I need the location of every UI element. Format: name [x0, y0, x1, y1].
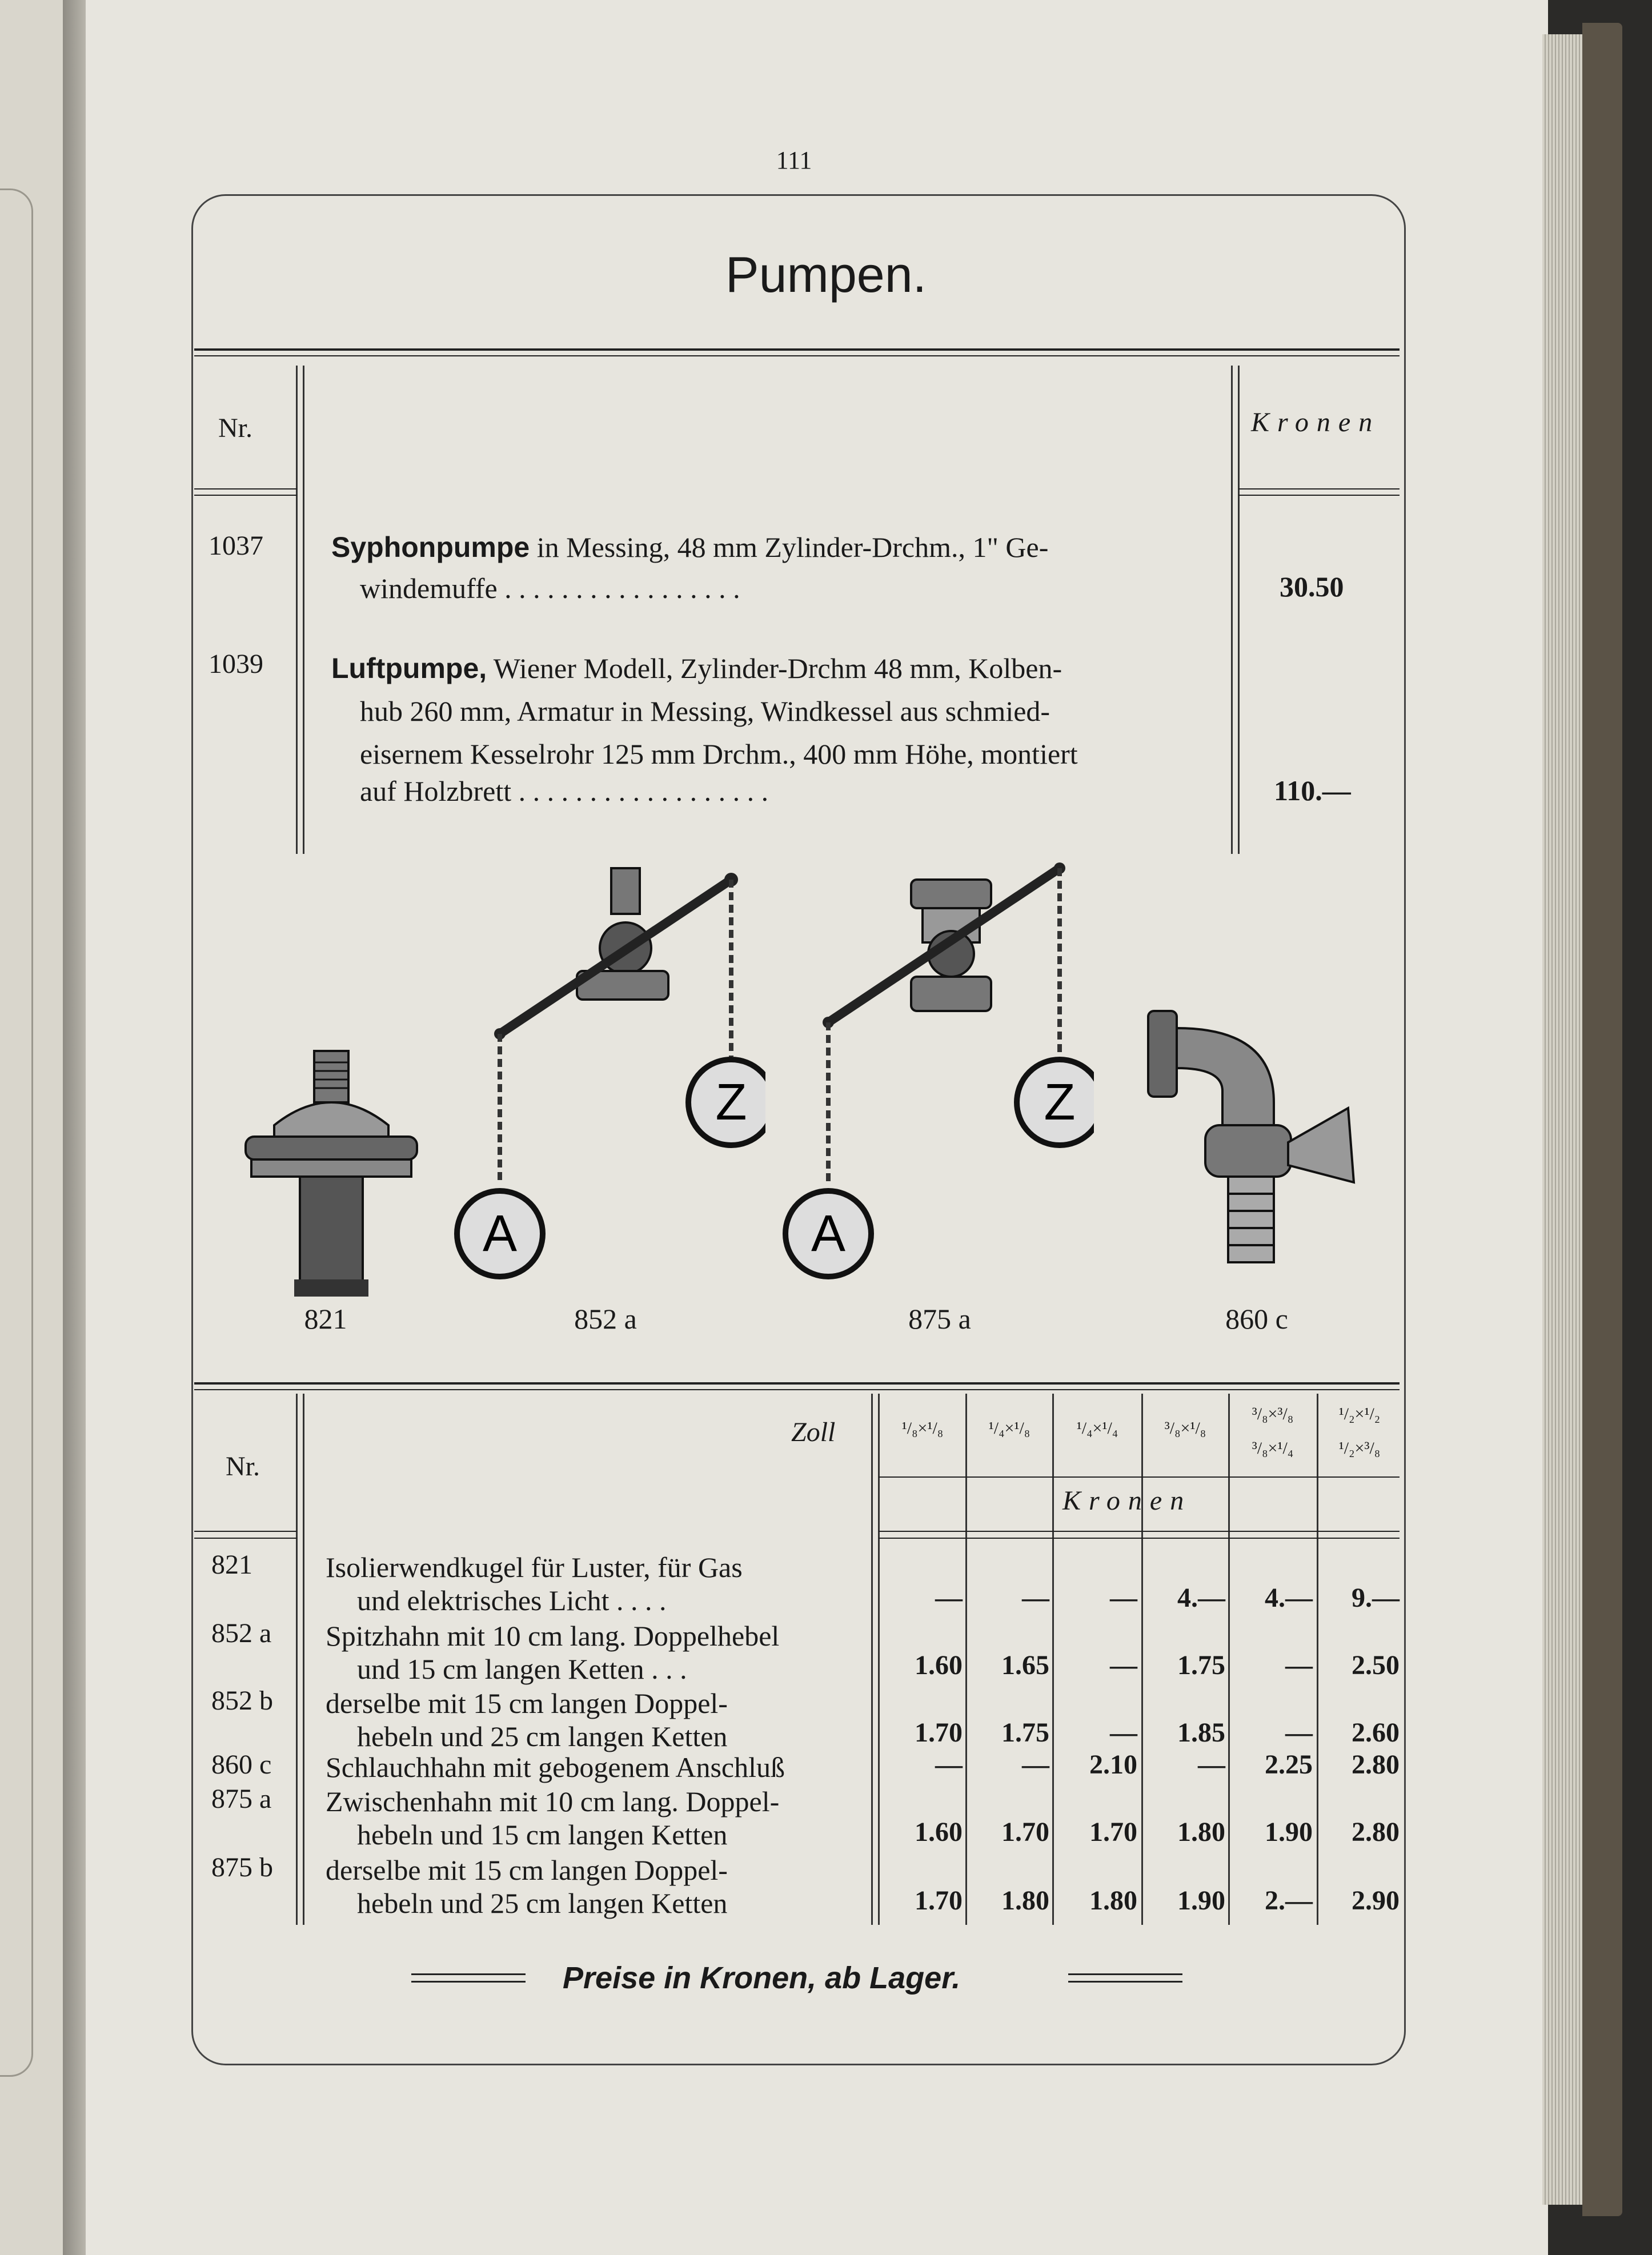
- row-1037-desc-line2: windemuffe . . . . . . . . . . . . . . . . .: [360, 572, 740, 604]
- size-header-5-bottom: ³/₈×¹/₄: [1252, 1439, 1294, 1458]
- footer-rule-right: [1068, 1973, 1182, 1975]
- footer-rule-right-2: [1068, 1981, 1182, 1983]
- top-table-divider-left: [296, 366, 298, 854]
- row-852b-desc-line1: derselbe mit 15 cm langen Doppel-: [326, 1687, 728, 1719]
- row-821-val-5: 4.—: [1265, 1583, 1313, 1613]
- row-1039-name: Luftpumpe,: [331, 652, 487, 684]
- row-875b-val-2: 1.80: [1001, 1885, 1049, 1916]
- top-header-rule-left: [194, 488, 297, 489]
- row-875b-val-6: 2.90: [1352, 1885, 1400, 1916]
- col-divider-4: [1228, 1394, 1230, 1925]
- footer-rule-left: [411, 1973, 526, 1975]
- row-852a-val-1: 1.60: [915, 1650, 963, 1680]
- row-821-desc-line2: und elektrisches Licht . . . .: [357, 1584, 667, 1616]
- size-header-4: ³/₈×¹/₈: [1164, 1419, 1206, 1438]
- row-1037-nr: 1037: [208, 531, 263, 561]
- row-821-val-3: —: [1110, 1583, 1137, 1613]
- row-821-desc-line1: Isolierwendkugel für Luster, für Gas: [326, 1551, 743, 1583]
- row-852b-val-3: —: [1110, 1718, 1137, 1748]
- page-number: 111: [776, 146, 812, 174]
- bottom-table-divider-mid-2: [878, 1394, 880, 1925]
- row-1039-nr: 1039: [208, 649, 263, 679]
- row-875a-val-2: 1.70: [1001, 1817, 1049, 1847]
- row-1037-desc-line1: [331, 524, 1048, 570]
- kronen-header: Kronen: [1251, 407, 1381, 438]
- bottom-header-rule-right-2: [879, 1538, 1400, 1539]
- bottom-header-rule-right: [879, 1531, 1400, 1532]
- col-divider-3: [1141, 1394, 1143, 1925]
- row-875b-val-1: 1.70: [915, 1885, 963, 1916]
- top-table-divider-right-2: [1238, 366, 1240, 854]
- top-table-divider-left-2: [303, 366, 304, 854]
- page-edges: [1542, 34, 1588, 2205]
- footer-rule-left-2: [411, 1981, 526, 1983]
- row-875a-val-1: 1.60: [915, 1817, 963, 1847]
- row-821-nr: 821: [211, 1550, 252, 1580]
- row-860c-val-5: 2.25: [1265, 1750, 1313, 1780]
- row-860c-val-1: —: [935, 1750, 963, 1780]
- row-875b-val-5: 2.—: [1265, 1885, 1313, 1916]
- row-875a-val-6: 2.80: [1352, 1817, 1400, 1847]
- row-852a-val-6: 2.50: [1352, 1650, 1400, 1680]
- row-821-val-4: 4.—: [1177, 1583, 1225, 1613]
- page-title: Pumpen.: [725, 246, 927, 303]
- svg-text:A: A: [811, 1205, 846, 1262]
- bottom-table-divider-left: [296, 1394, 298, 1925]
- row-875a-val-3: 1.70: [1089, 1817, 1137, 1847]
- row-821-val-6: 9.—: [1352, 1583, 1400, 1613]
- col-divider-5: [1317, 1394, 1318, 1925]
- row-1039-desc-line2: hub 260 mm, Armatur in Messing, Windkessel aus schmied-: [360, 695, 1050, 727]
- title-rule-thin: [194, 355, 1400, 356]
- zoll-label: Zoll: [791, 1417, 836, 1447]
- size-header-1: ¹/₈×¹/₈: [901, 1419, 944, 1438]
- top-header-rule-left-2: [194, 495, 297, 496]
- row-852a-val-2: 1.65: [1001, 1650, 1049, 1680]
- row-875b-desc-line2: hebeln und 25 cm langen Ketten: [357, 1887, 728, 1919]
- row-875a-nr: 875 a: [211, 1784, 272, 1814]
- size-header-6-bottom: ¹/₂×³/₈: [1338, 1439, 1381, 1458]
- bottom-table-rule-thin: [194, 1389, 1400, 1390]
- row-852a-val-4: 1.75: [1177, 1650, 1225, 1680]
- row-852a-desc-line1: Spitzhahn mit 10 cm lang. Doppelhebel: [326, 1620, 780, 1652]
- size-header-3: ¹/₄×¹/₄: [1076, 1419, 1118, 1438]
- row-1037-price: 30.50: [1280, 571, 1344, 603]
- figure-caption-821: 821: [304, 1303, 347, 1335]
- previous-page-frame: [0, 188, 33, 2077]
- row-821-val-2: —: [1022, 1583, 1049, 1613]
- figure-caption-860c: 860 c: [1225, 1303, 1288, 1335]
- bottom-nr-header: Nr.: [226, 1451, 260, 1482]
- book-cover-edge: [1582, 23, 1622, 2216]
- row-1039-desc-line4: auf Holzbrett . . . . . . . . . . . . . . . . . .: [360, 775, 769, 807]
- row-852a-val-3: —: [1110, 1650, 1137, 1680]
- hose-tap-icon: [1142, 1005, 1360, 1291]
- row-875a-val-5: 1.90: [1265, 1817, 1313, 1847]
- row-1037-name: Syphonpumpe: [331, 531, 530, 563]
- col-divider-1: [965, 1394, 967, 1925]
- svg-text:Z: Z: [715, 1074, 747, 1131]
- pointed-tap-icon: [446, 862, 765, 1285]
- row-875b-val-4: 1.90: [1177, 1885, 1225, 1916]
- intermediate-tap-icon: [774, 862, 1094, 1285]
- row-1039-desc-line3: eisernem Kesselrohr 125 mm Drchm., 400 mm Höhe, montiert: [360, 738, 1078, 770]
- row-875b-nr: 875 b: [211, 1852, 273, 1883]
- title-rule: [194, 348, 1400, 351]
- row-860c-nr: 860 c: [211, 1750, 272, 1780]
- top-header-rule-right: [1238, 488, 1400, 489]
- row-860c-val-6: 2.80: [1352, 1750, 1400, 1780]
- col-divider-2: [1052, 1394, 1054, 1925]
- row-1039-desc-line1: [331, 645, 1062, 691]
- row-852b-val-4: 1.85: [1177, 1718, 1225, 1748]
- row-852a-nr: 852 a: [211, 1618, 272, 1648]
- row-860c-val-4: —: [1198, 1750, 1225, 1780]
- row-852a-val-5: —: [1285, 1650, 1313, 1680]
- row-852a-desc-line2: und 15 cm langen Ketten . . .: [357, 1653, 687, 1685]
- row-875b-desc-line1: derselbe mit 15 cm langen Doppel-: [326, 1854, 728, 1886]
- kronen-label: Kronen: [1062, 1486, 1192, 1516]
- top-header-rule-right-2: [1238, 495, 1400, 496]
- row-860c-val-2: —: [1022, 1750, 1049, 1780]
- footer-note: Preise in Kronen, ab Lager.: [563, 1961, 961, 1995]
- bottom-header-rule-left-2: [194, 1538, 297, 1539]
- row-821-val-1: —: [935, 1583, 963, 1613]
- row-852b-val-5: —: [1285, 1718, 1313, 1748]
- row-875a-val-4: 1.80: [1177, 1817, 1225, 1847]
- row-860c-desc-line1: Schlauchhahn mit gebogenem Anschluß: [326, 1751, 785, 1783]
- row-852b-val-1: 1.70: [915, 1718, 963, 1748]
- size-header-rule: [879, 1476, 1400, 1478]
- row-852b-desc-line2: hebeln und 25 cm langen Ketten: [357, 1720, 728, 1752]
- row-875a-desc-line2: hebeln und 15 cm langen Ketten: [357, 1819, 728, 1851]
- row-1039-price: 110.—: [1274, 775, 1351, 806]
- row-852b-val-6: 2.60: [1352, 1718, 1400, 1748]
- row-875a-desc-line1: Zwischenhahn mit 10 cm lang. Doppel-: [326, 1785, 780, 1817]
- row-852b-val-2: 1.75: [1001, 1718, 1049, 1748]
- figure-caption-875a: 875 a: [908, 1303, 971, 1335]
- row-875b-val-3: 1.80: [1089, 1885, 1137, 1916]
- bottom-table-rule: [194, 1382, 1400, 1385]
- figure-caption-852a: 852 a: [574, 1303, 637, 1335]
- size-header-6-top: ¹/₂×¹/₂: [1338, 1405, 1381, 1423]
- size-header-2: ¹/₄×¹/₈: [988, 1419, 1031, 1438]
- row-1039-line1: Wiener Modell, Zylinder-Drchm 48 mm, Kolben-: [487, 652, 1062, 684]
- row-860c-val-3: 2.10: [1089, 1750, 1137, 1780]
- bottom-table-divider-mid: [871, 1394, 873, 1925]
- size-header-5-top: ³/₈×³/₈: [1252, 1405, 1294, 1423]
- bottom-header-rule-left: [194, 1531, 297, 1532]
- insulating-ball-icon: [240, 1040, 423, 1302]
- svg-text:A: A: [482, 1205, 518, 1262]
- top-table-divider-right: [1231, 366, 1233, 854]
- nr-header: Nr.: [218, 413, 252, 443]
- svg-text:Z: Z: [1044, 1074, 1076, 1131]
- row-1037-line1: in Messing, 48 mm Zylinder-Drchm., 1" Ge-: [530, 531, 1049, 563]
- bottom-table-divider-left-2: [303, 1394, 304, 1925]
- row-852b-nr: 852 b: [211, 1686, 273, 1716]
